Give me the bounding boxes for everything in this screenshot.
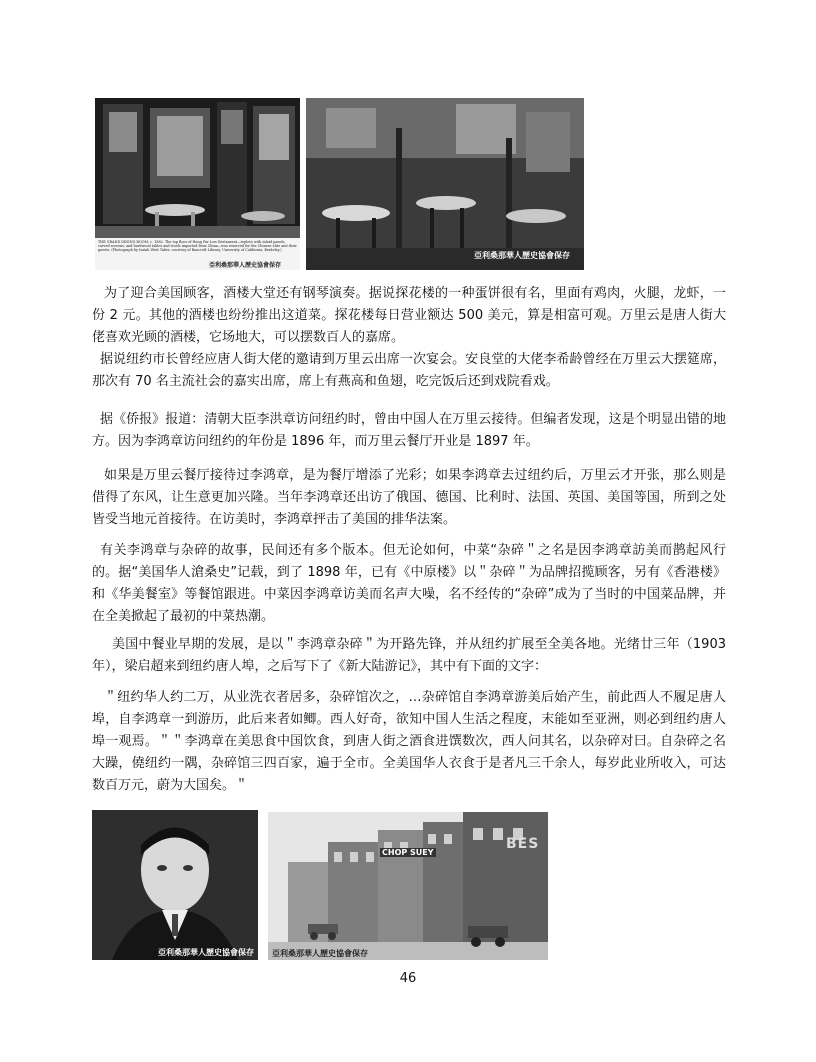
paragraph-3: 据《侨报》报道：清朝大臣李洪章访问纽约时，曾由中国人在万里云接待。但编者发现，这是个明显出错的地方。因为李鸿章访问纽约的年份是 1896 年，而万里云餐厅开业是 1897 年。 [92, 412, 726, 449]
paragraph-2: 据说纽约市长曾经应唐人街大佬的邀请到万里云出席一次宴会。安良堂的大佬李希龄曾经在万里云大摆筵席，那次有 70 名主流社会的嘉实出席，席上有燕高和鱼翅，吃完饭后还到戏院看戏。 [92, 352, 726, 389]
paragraph-4: 如果是万里云餐厅接待过李鸿章，是为餐厅增添了光彩；如果李鸿章去过纽约后，万里云才开张，那么则是借得了东风，让生意更加兴隆。当年李鸿章还出访了俄国、德国、比利时、法国、英国、美国等国，所到之处皆受当地元首接待。在访美时，李鸿章抨击了美国的排华法案。 [92, 468, 726, 527]
archive-stamp: 亞利桑那華人歷史協會保存 [272, 949, 368, 958]
page-number: 46 [399, 971, 417, 986]
photo-chinatown-street [268, 812, 548, 960]
photo-grand-dining-room [95, 98, 300, 270]
paragraph-1: 为了迎合美国顾客，酒楼大堂还有钢琴演奏。据说探花楼的一种蛋饼很有名，里面有鸡肉，火腿，龙虾，一份 2 元。其他的酒楼也纷纷推出这道菜。探花楼每日营业额达 500 美元，算是相富可观。万里云是唐人街大佬喜欢光顾的酒楼，它场地大，可以摆数百人的嘉席。 [92, 286, 726, 345]
archive-stamp: 亞利桑那華人歷史協會保存 [209, 262, 282, 269]
portrait-illustration [92, 810, 258, 960]
photo-caption: THE GRAND DINING ROOM, c. 1882. The top floor of Hang Far Low Restaurant—replete with inlaid panels, carved screens, and hardwood tables and stools imported from China—was reserved for the Chinese elite and their guests. (Photograph by Isaiah West Taber, courtesy of Bancroft Library, University of California, Berkeley.) [98, 240, 297, 253]
restaurant-interior-illustration [306, 98, 584, 270]
archive-stamp: 亞利桑那華人歷史協會保存 [474, 251, 570, 260]
photo-portrait [92, 810, 258, 960]
paragraph-6: 美国中餐业早期的发展，是以＂李鸿章杂碎＂为开路先锋，并从纽约扩展至全美各地。光绪廿三年（1903 年），梁启超来到纽约唐人埠，之后写下了《新大陆游记》，其中有下面的文字： [92, 637, 726, 674]
chop-suey-sign: CHOP SUEY [382, 848, 434, 857]
storefront-sign: BES [506, 836, 540, 852]
archive-stamp: 亞利桑那華人歷史協會保存 [158, 948, 254, 957]
photo-restaurant-interior [306, 98, 584, 270]
paragraph-5: 有关李鸿章与杂碎的故事，民间还有多个版本。但无论如何，中菜“杂碎＂之名是因李鸿章訪美而鹊起风行的。据“美国华人滄桑史”记载，到了 1898 年，已有《中原楼》以＂杂碎＂为品牌招揽顾客，另有《香港楼》和《华美餐室》等餐馆跟进。中菜因李鸿章访美而名声大噪，名不经传的“杂碎”成为了当时的中国菜品牌，并在全美掀起了最初的中菜热潮。 [92, 543, 726, 624]
street-illustration [268, 812, 548, 960]
paragraph-quote: ＂纽约华人约二万，从业洗衣者居多，杂碎馆次之，…杂碎馆自李鸿章游美后始产生，前此西人不履足唐人埠，自李鸿章一到游历，此后来者如鲫。西人好奇，欲知中国人生活之程度，末能如至亚洲，则必到纽约唐人埠一观焉。＂＂李鸿章在美思食中国饮食，到唐人街之酒食进馔数次，西人问其名，以杂碎对曰。自杂碎之名大躁，僥纽约一隅，杂碎馆三四百家，遍于全市。全美国华人衣食于是者凡三千余人，每岁此业所收入，可达数百万元，蔚为大国矣。＂ [92, 690, 726, 793]
